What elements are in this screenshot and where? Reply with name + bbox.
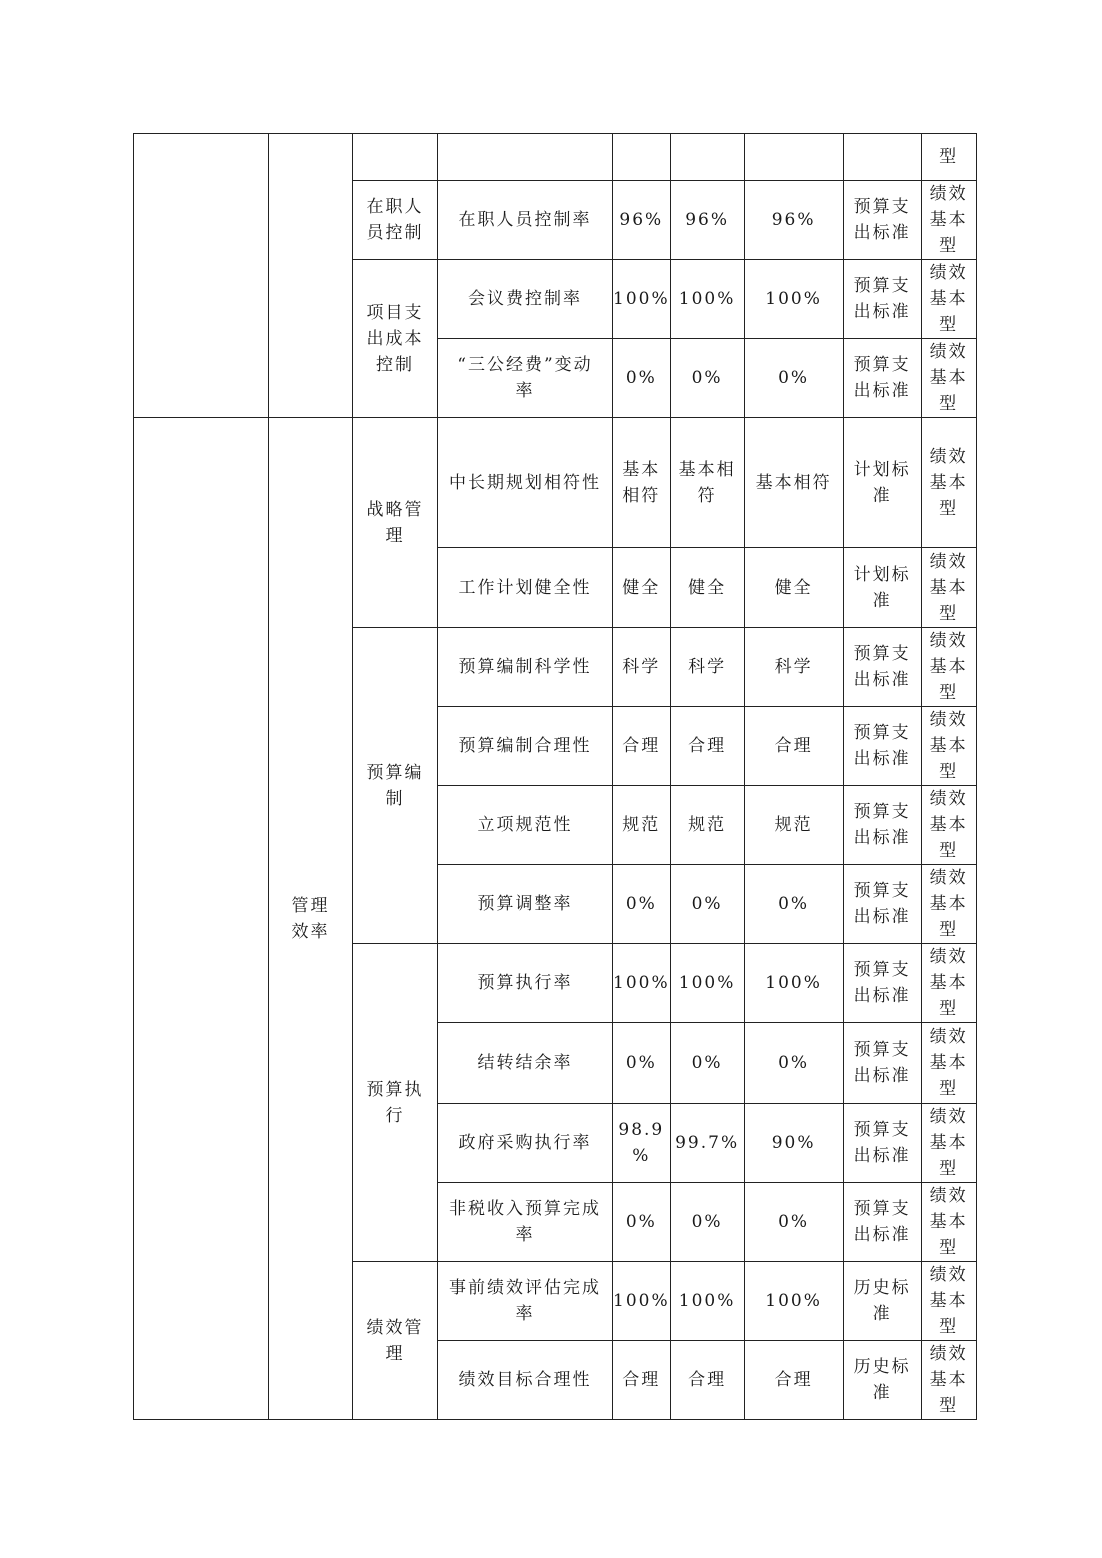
value-cell: 科学 [670,628,744,707]
value-cell: 0% [670,865,744,944]
type-cell: 绩效 基本 型 [921,628,976,707]
type-cell: 绩效 基本 型 [921,865,976,944]
value-cell: 0% [670,339,744,418]
value-cell: 科学 [744,628,843,707]
value-cell [744,134,843,181]
performance-indicator-table [133,133,977,1420]
value-cell: 100% [613,944,671,1023]
group-label-cell: 管理 效率 [269,418,353,1420]
standard-cell [843,134,921,181]
category-cell: 战略管 理 [353,418,438,628]
type-cell: 绩效 基本 型 [921,944,976,1023]
type-cell: 型 [921,134,976,181]
value-cell: 合理 [613,707,671,786]
standard-cell: 计划标 准 [843,418,921,548]
type-cell: 绩效 基本 型 [921,1341,976,1420]
sub-dimension-cell [269,134,353,418]
indicator-cell: 政府采购执行率 [438,1104,613,1183]
category-cell: 绩效管 理 [353,1262,438,1420]
value-cell: 健全 [670,548,744,628]
value-cell: 0% [613,865,671,944]
indicator-cell [438,134,613,181]
value-cell: 100% [670,1262,744,1341]
category-cell: 预算执 行 [353,944,438,1262]
value-cell: 合理 [670,707,744,786]
value-cell [613,134,671,181]
value-cell: 96% [744,181,843,260]
indicator-cell: 中长期规划相符性 [438,418,613,548]
standard-cell: 预算支 出标准 [843,944,921,1023]
table-row [134,134,977,181]
value-cell: 0% [670,1183,744,1262]
value-cell: 0% [744,1183,843,1262]
standard-cell: 计划标 准 [843,548,921,628]
type-cell: 绩效 基本 型 [921,1183,976,1262]
indicator-cell: 预算编制合理性 [438,707,613,786]
indicator-cell: 非税收入预算完成 率 [438,1183,613,1262]
standard-cell: 预算支 出标准 [843,339,921,418]
indicator-cell: 预算执行率 [438,944,613,1023]
value-cell: 合理 [744,707,843,786]
indicator-cell: 结转结余率 [438,1023,613,1104]
value-cell [670,134,744,181]
indicator-cell: 立项规范性 [438,786,613,865]
type-cell: 绩效 基本 型 [921,418,976,548]
value-cell: 0% [613,1023,671,1104]
indicator-cell: 事前绩效评估完成 率 [438,1262,613,1341]
value-cell: 0% [744,865,843,944]
value-cell: 基本相符 [744,418,843,548]
indicator-cell: 在职人员控制率 [438,181,613,260]
value-cell: 健全 [613,548,671,628]
indicator-cell: 绩效目标合理性 [438,1341,613,1420]
type-cell: 绩效 基本 型 [921,1023,976,1104]
standard-cell: 预算支 出标准 [843,865,921,944]
indicator-cell: 预算编制科学性 [438,628,613,707]
category-cell: 预算编 制 [353,628,438,944]
standard-cell: 预算支 出标准 [843,786,921,865]
value-cell: 规范 [613,786,671,865]
category-cell: 项目支 出成本 控制 [353,260,438,418]
table-row [134,418,977,548]
value-cell: 基本相 符 [670,418,744,548]
value-cell: 98.9 % [613,1104,671,1183]
value-cell: 96% [613,181,671,260]
type-cell: 绩效 基本 型 [921,548,976,628]
value-cell: 科学 [613,628,671,707]
value-cell: 规范 [744,786,843,865]
value-cell: 100% [744,260,843,339]
value-cell: 规范 [670,786,744,865]
value-cell: 合理 [744,1341,843,1420]
type-cell: 绩效 基本 型 [921,1104,976,1183]
value-cell: 0% [744,1023,843,1104]
indicator-cell: 工作计划健全性 [438,548,613,628]
standard-cell: 预算支 出标准 [843,1023,921,1104]
indicator-cell: 会议费控制率 [438,260,613,339]
category-cell: 在职人 员控制 [353,181,438,260]
value-cell: 100% [670,944,744,1023]
standard-cell: 历史标 准 [843,1262,921,1341]
value-cell: 100% [670,260,744,339]
value-cell: 99.7% [670,1104,744,1183]
value-cell: 96% [670,181,744,260]
category-cell [353,134,438,181]
type-cell: 绩效 基本 型 [921,786,976,865]
standard-cell: 预算支 出标准 [843,628,921,707]
standard-cell: 预算支 出标准 [843,181,921,260]
value-cell: 合理 [670,1341,744,1420]
type-cell: 绩效 基本 型 [921,260,976,339]
value-cell: 100% [744,944,843,1023]
value-cell: 100% [613,1262,671,1341]
value-cell: 0% [613,339,671,418]
value-cell: 100% [613,260,671,339]
type-cell: 绩效 基本 型 [921,707,976,786]
standard-cell: 预算支 出标准 [843,260,921,339]
standard-cell: 历史标 准 [843,1341,921,1420]
dimension-cell [134,134,269,418]
table-body [134,134,977,1420]
value-cell: 基本 相符 [613,418,671,548]
indicator-cell: 预算调整率 [438,865,613,944]
standard-cell: 预算支 出标准 [843,1183,921,1262]
standard-cell: 预算支 出标准 [843,1104,921,1183]
indicator-cell: “三公经费”变动 率 [438,339,613,418]
value-cell: 100% [744,1262,843,1341]
type-cell: 绩效 基本 型 [921,1262,976,1341]
value-cell: 0% [613,1183,671,1262]
type-cell: 绩效 基本 型 [921,339,976,418]
type-cell: 绩效 基本 型 [921,181,976,260]
value-cell: 合理 [613,1341,671,1420]
value-cell: 0% [670,1023,744,1104]
dimension-cell [134,418,269,1420]
standard-cell: 预算支 出标准 [843,707,921,786]
value-cell: 90% [744,1104,843,1183]
value-cell: 健全 [744,548,843,628]
value-cell: 0% [744,339,843,418]
